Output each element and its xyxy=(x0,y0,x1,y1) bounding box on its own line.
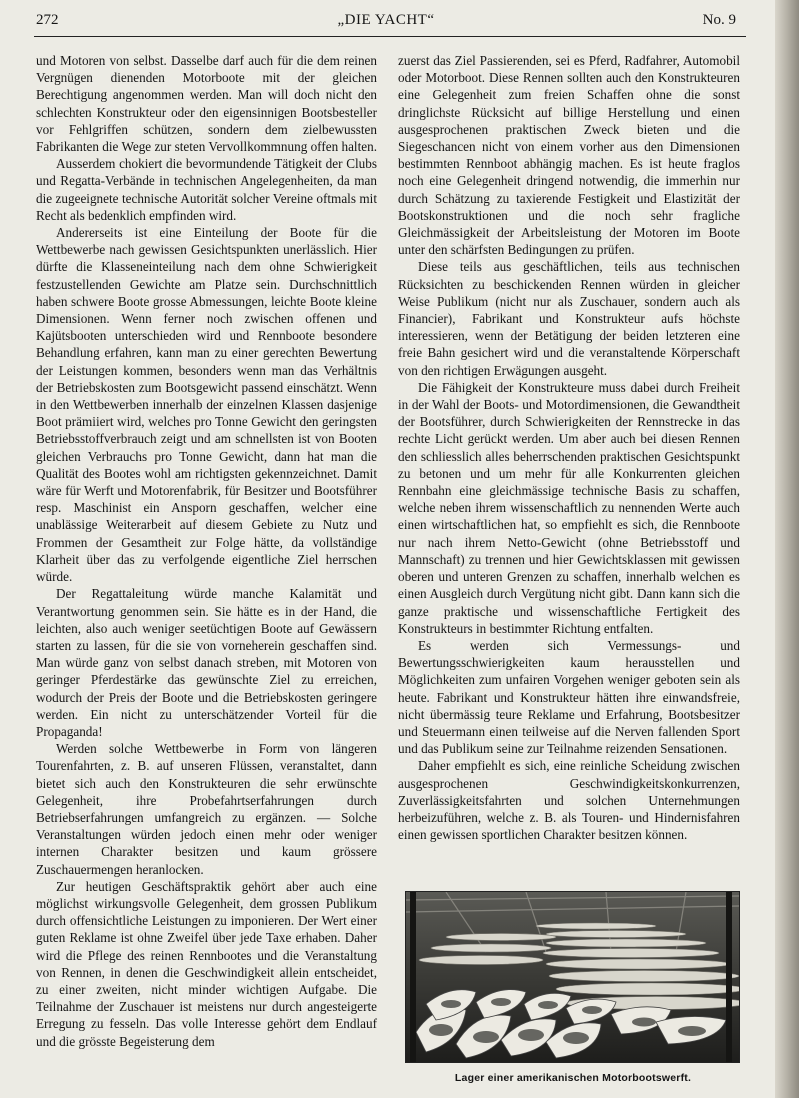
paragraph: Werden solche Wettbewerbe in Form von längeren Tourenfahrten, z. B. auf unseren Flüssen, veranstaltet, dann bietet sich auch den Konstrukteuren die sehr erwünschte Gelegenheit, ihre Probefahrtserfahrungen durch Betriebserfahrungen umfangreich zu ergänzen. — Solche Veranstaltungen würden jedoch einen mehr oder weniger internen Charakter besitzen und kaum grössere Zuschauermengen heranlocken. xyxy=(36,741,377,877)
paragraph: Ausserdem chokiert die bevormundende Tätigkeit der Clubs und Regatta-Verbände in technischen Angelegenheiten, da man die zugeeignete technische Autorität solcher Vereine oftmals mit Recht als bedenklich empfinden wird. xyxy=(36,156,377,223)
issue-number: No. 9 xyxy=(702,12,736,28)
paragraph: Andererseits ist eine Einteilung der Boote für die Wettbewerbe nach gewissen Gesichtspunkten unerlässlich. Hier dürfte die Klasseneinteilung nach dem ohne Schwierigkeit festzustellenden Gewichte am Platze sein. Durchschnittlich haben schwere Boote grosse Abmessungen, leichte Boote kleine Dimensionen. Wenn ferner noch zwischen offenen und Kajütsbooten unterschieden wird und Rennboote besondere Behandlung erfahren, kann man zu einer gerechten Bewertung der Leistungen kommen, besonders wenn man das Verhältnis der Betriebskosten zum Bootsgewicht passend einschätzt. Wenn in den Wettbewerben innerhalb der einzelnen Klassen dasjenige Boot prämiiert wird, welches pro Tonne Gewicht den geringsten Betriebsstoffverbrauch zeigt und am schnellsten ist von Booten gleichen Verbrauchs pro Tonne Gewicht, dann hat man die Qualität des Bootes wohl am richtigsten gekennzeichnet. Damit wäre für Werft und Motorenfabrik, für Besitzer und Bootsführer resp. Maschinist ein Ansporn geschaffen, welcher eine unablässige Weiterarbeit auf diesem Gebiete zu Nutz und Frommen der Gesamtheit zur Folge hätte, da vollständige Klarheit über das zu verfolgende eigentliche Ziel herrschen würde. xyxy=(36,225,377,585)
left-column xyxy=(36,52,377,1050)
paragraph: Es werden sich Vermessungs- und Bewertungsschwierigkeiten kaum herausstellen und Möglichkeiten zum unfairen Vorgehen weniger geboten sein als heute. Fabrikant und Konstrukteur hätten ihre einwandsfreie, nicht übermässig teure Reklame und Erfahrung, Bootsbesitzer und Steuermann einen teilweise auf die Nerven fallenden Sport und das Publikum seine zur Teilnahme reizenden Sensationen. xyxy=(398,637,740,757)
photo-caption: Lager einer amerikanischen Motorbootswerft. xyxy=(454,1072,692,1084)
boatyard-photo xyxy=(405,891,740,1063)
right-column xyxy=(398,52,740,843)
paragraph: und Motoren von selbst. Dasselbe darf auch für die dem reinen Vergnügen dienenden Motorboote mit der gleichen Berechtigung angenommen werden. Man will doch nicht den schlechten Konstrukteur oder den eigensinnigen Bootsbesteller vor Fehlgriffen schützen, sondern dem zielbewussten Fabrikanten die Wege zur steten Vervollkommnung offen halten. xyxy=(36,53,377,155)
page-header xyxy=(36,10,736,36)
journal-title: „DIE YACHT“ xyxy=(337,12,435,28)
header-rule xyxy=(34,36,746,37)
paragraph: Der Regattaleitung würde manche Kalamität und Verantwortung genommen sein. Sie hätte es in der Hand, die leichten, also auch weniger seetüchtigen Boote auf Gewässern starten zu lassen, für die sie von vorneherein geschaffen sind. Man würde ganz von selbst danach streben, mit Motoren von geringer Pferdestärke das gewünschte Ziel zu erreichen, wodurch der Preis der Boote und die Betriebskosten geringere werden. Ein nicht zu unterschätzender Vorteil für die Propaganda! xyxy=(36,586,377,739)
page-number: 272 xyxy=(36,12,59,28)
paragraph: zuerst das Ziel Passierenden, sei es Pferd, Radfahrer, Automobil oder Motorboot. Diese Rennen sollten auch den Konstrukteuren eine Gelegenheit zum freien Schaffen ohne die sonst dringlichste Rücksicht auf billige Herstellung und einen ausgesprochenen praktischen Zweck bieten und die Siegeschancen nicht von einem vorher aus den Dimensionen bestimmten Rennboot abhängig machen. Es ist heute fraglos noch eine Gelegenheit dringend notwendig, die immerhin nur durch Schätzung zu taxierende Festigkeit und Elastizität der Bootskonstruktionen und die noch sehr fragliche Gleichmässigkeit der Arbeitsleistung der Motoren im Boote unter den schärfsten Bedingungen zu prüfen. xyxy=(398,53,740,258)
paragraph: Die Fähigkeit der Konstrukteure muss dabei durch Freiheit in der Wahl der Boots- und Motordimensionen, die Gewandtheit der Bootsführer, durch Schwierigkeiten der Rennstrecke in das rechte Licht gerückt werden. Um aber auch bei diesen Rennen den schliesslich alles beherrschenden praktischen Gesichtspunkt zu betonen und um mehr für alle Konkurrenten gleichen Rennbahn eine gleichmässige technische Basis zu schaffen, welche neben ihrem wissenschaftlich zu nennenden Werte auch einen wirtschaftlichen hat, so empfiehlt es sich, die Rennboote nur nach ihrem Netto-Gewicht (ohne Betriebsstoff und Mannschaft) zu trennen und hier Gewichtsklassen mit gewissen oberen und unteren Grenzen zu schaffen, innerhalb welchen es einen Ausgleich durch Vergütung nicht gibt. Dann kann sich die ganze praktische und wissenschaftliche Fertigkeit des Konstrukteurs in bestimmter Richtung entfalten. xyxy=(398,379,740,636)
boatyard-photo-illustration xyxy=(406,892,739,1062)
book-spine-edge xyxy=(775,0,799,1098)
paragraph: Zur heutigen Geschäftspraktik gehört aber auch eine möglichst wirkungsvolle Gelegenheit, dem grossen Publikum durch offensichtliche Leistungen zu imponieren. Der Wert einer guten Reklame ist ohne Zweifel über jede Taxe erhaben. Daher wird die Pflege des reinen Rennbootes und die Veranstaltung von Rennen, in denen die Geschwindigkeit allein entscheidet, zu einer zweiten, nicht minder wichtigen Aufgabe. Die Teilnahme der Zuschauer ist meistens nur durch angesteigerte Erregung zu fesseln. Das volle Interesse gehört dem Endlauf und die grösste Begeisterung dem xyxy=(36,878,377,1049)
paragraph: Daher empfiehlt es sich, eine reinliche Scheidung zwischen ausgesprochenen Geschwindigkeitskonkurrenzen, Zuverlässigkeitsfahrten und solchen Unternehmungen herbeizuführen, welche z. B. als Touren- und Hindernisfahren einen gewissen sportlichen Charakter besitzen können. xyxy=(398,758,740,843)
paragraph: Diese teils aus geschäftlichen, teils aus technischen Rücksichten zu beschickenden Rennen würden in gleicher Weise Publikum (nicht nur als Zuschauer, sondern auch als Financier), Fabrikant und Konstrukteur aufs höchste interessieren, wenn der Betätigung der beiden letzteren eine freie Bahn gesichert wird und die veranstaltende Körperschaft von den richtigen Erwägungen ausgeht. xyxy=(398,259,740,378)
